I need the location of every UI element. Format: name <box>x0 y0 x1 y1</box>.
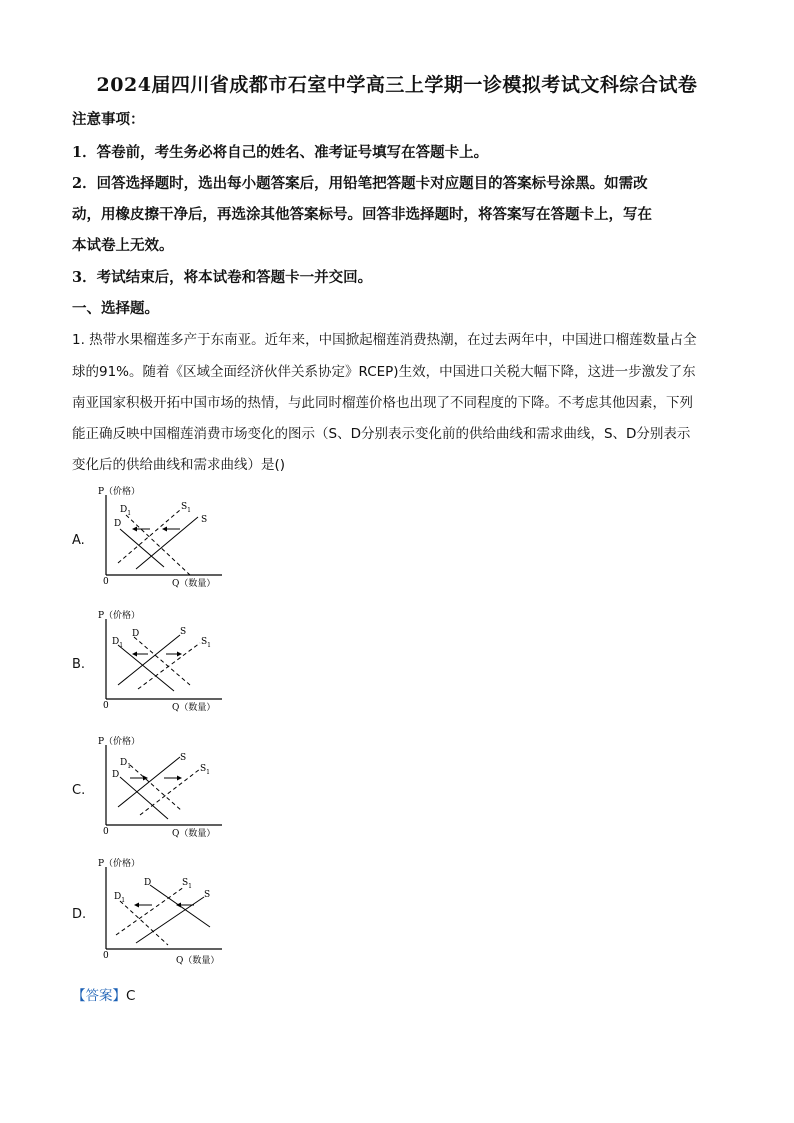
curve-s1 <box>116 887 184 935</box>
option-c-graph <box>94 735 234 849</box>
y-axis-label: P（价格） <box>98 611 141 621</box>
page-title: 2024届四川省成都市石室中学高三上学期一诊模拟考试文科综合试卷 <box>96 74 698 96</box>
notice-item-2: 2．回答选择题时，选出每小题答案后，用铅笔把答题卡对应题目的答案标号涂黑。如需改 <box>72 175 648 192</box>
origin-label: 0 <box>103 701 109 711</box>
x-axis-label: Q（数量） <box>172 703 216 713</box>
arrowhead-2 <box>162 527 167 532</box>
curve-d1 <box>126 515 190 575</box>
label-s1: $S_1$ <box>181 502 191 514</box>
arrowhead-2 <box>177 776 182 781</box>
notice-item-3: 3．考试结束后，将本试卷和答题卡一并交回。 <box>72 269 373 286</box>
label-d1: $D_1$ <box>120 505 132 517</box>
label-s: S <box>204 890 211 900</box>
option-a-graph <box>94 485 234 599</box>
label-s: S <box>180 753 187 763</box>
curve-d <box>120 529 164 567</box>
option-a-label[interactable]: A. <box>72 533 85 548</box>
y-axis-label: P（价格） <box>98 859 141 869</box>
option-d-graph <box>94 857 234 976</box>
label-d: D <box>144 878 152 888</box>
label-d: D <box>114 519 122 529</box>
label-s: S <box>201 515 208 525</box>
origin-label: 0 <box>103 951 109 961</box>
arrowhead-1 <box>134 903 139 908</box>
curve-d1 <box>120 901 168 945</box>
label-s1: $S_1$ <box>182 878 192 890</box>
arrowhead-2 <box>177 652 182 657</box>
curve-s1 <box>138 643 200 689</box>
label-s: S <box>180 627 187 637</box>
option-d-label[interactable]: D. <box>72 907 87 922</box>
notice-heading: 注意事项： <box>72 111 145 128</box>
label-d1: $D_1$ <box>120 758 132 770</box>
curve-d1 <box>130 765 182 811</box>
answer-line <box>72 984 135 1004</box>
curve-s <box>136 517 198 569</box>
x-axis-label: Q（数量） <box>172 829 216 839</box>
arrowhead-1 <box>132 652 137 657</box>
label-s1: $S_1$ <box>200 764 210 776</box>
label-d1: $D_1$ <box>112 637 124 649</box>
y-axis-label: P（价格） <box>98 487 141 497</box>
origin-label: 0 <box>103 827 109 837</box>
curve-d1 <box>118 645 174 691</box>
question-line-4: 能正确反映中国榴莲消费市场变化的图示（S、D分别表示变化前的供给曲线和需求曲线，S、D分别表示 <box>72 426 691 442</box>
x-axis-label: Q（数量） <box>172 579 216 589</box>
question-line-2: 球的91%。随着《区域全面经济伙伴关系协定》RCEP)生效，中国进口关税大幅下降，这进一步激发了东 <box>72 364 696 380</box>
curve-d <box>134 637 190 685</box>
notice-item-2-cont: 动，用橡皮擦干净后，再选涂其他答案标号。回答非选择题时，将答案写在答题卡上，写在 <box>72 206 652 223</box>
option-b-label[interactable]: B. <box>72 657 86 672</box>
answer-value: C <box>126 988 136 1004</box>
y-axis-label: P（价格） <box>98 737 141 747</box>
label-d: D <box>132 629 140 639</box>
curve-s <box>118 635 180 685</box>
arrowhead-1 <box>132 527 137 532</box>
option-c-label[interactable]: C. <box>72 783 86 798</box>
section-heading: 一、选择题。 <box>72 300 159 317</box>
answer-tag: 【答案】 <box>72 988 126 1004</box>
question-line-1: 1. 热带水果榴莲多产于东南亚。近年来，中国掀起榴莲消费热潮，在过去两年中，中国进口榴莲数量占全 <box>72 332 697 348</box>
option-b-graph <box>94 609 234 723</box>
x-axis-label: Q（数量） <box>176 956 220 966</box>
question-line-3: 南亚国家积极开拓中国市场的热情，与此同时榴莲价格也出现了不同程度的下降。不考虑其他因素，下列 <box>72 395 693 411</box>
curve-s1 <box>140 769 200 815</box>
label-s1: $S_1$ <box>201 637 211 649</box>
label-d: D <box>112 770 120 780</box>
notice-item-2-end: 本试卷上无效。 <box>72 237 174 254</box>
curve-d <box>120 777 168 819</box>
label-d1: $D_1$ <box>114 892 126 904</box>
curve-s <box>136 897 204 943</box>
question-line-5: 变化后的供给曲线和需求曲线）是() <box>72 457 286 473</box>
notice-item-1: 1．答卷前，考生务必将自己的姓名、准考证号填写在答题卡上。 <box>72 144 489 161</box>
origin-label: 0 <box>103 577 109 587</box>
